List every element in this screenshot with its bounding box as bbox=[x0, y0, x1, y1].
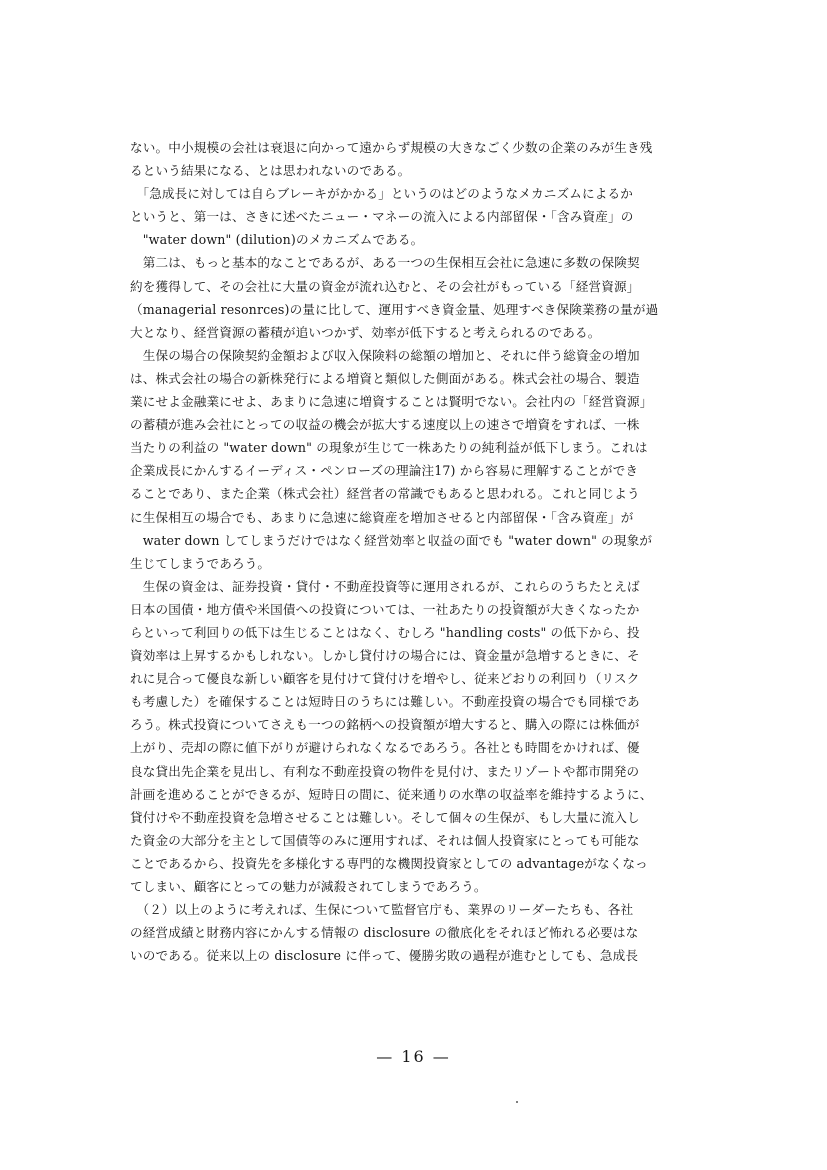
text-line: は、株式会社の場合の新株発行による増資と類似した側面がある。株式会社の場合、製造 bbox=[130, 370, 640, 386]
text-line: というと、第一は、さきに述べたニュー・マネーの流入による内部留保・「含み資産」の bbox=[130, 209, 634, 225]
text-line: （managerial resonrces)の量に比して、運用すべき資金量、処理すべき保険業務の量が過 bbox=[130, 301, 659, 317]
text-line: 上がり、売却の際に値下がりが避けられなくなるであろう。各社とも時間をかければ、優 bbox=[130, 740, 640, 756]
text-line: 良な貸出先企業を見出し、有利な不動産投資の物件を見付け、またリゾートや都市開発の bbox=[130, 763, 640, 779]
text-line: の経営成績と財務内容にかんする情報の disclosure の徹底化をそれほど怖れる必要はな bbox=[130, 925, 639, 941]
text-line: た資金の大部分を主として国債等のみに運用すれば、それは個人投資家にとっても可能な bbox=[130, 832, 640, 848]
text-line: も考慮した）を確保することは短時日のうちには難しい。不動産投資の場合でも同様であ bbox=[130, 694, 640, 710]
text-line: ない。中小規模の会社は衰退に向かって遠からず規模の大きなごく少数の企業のみが生き残 bbox=[130, 140, 653, 155]
text-line: ることであり、また企業（株式会社）経営者の常識でもあると思われる。これと同じよう bbox=[130, 486, 640, 502]
text-line: いのである。従来以上の disclosure に伴って、優勝劣敗の過程が進むとしても、急成長 bbox=[130, 948, 639, 964]
text-line: に生保相互の場合でも、あまりに急速に総資産を増加させると内部留保・「含み資産」が bbox=[130, 509, 634, 525]
text-line: 計画を進めることができるが、短時日の間に、従来通りの水準の収益率を維持するように、 bbox=[130, 786, 653, 802]
text-line: 約を獲得して、その会社に大量の資金が流れ込むと、その会社がもっている「経営資源」 bbox=[130, 278, 640, 294]
text-line: ろう。株式投資についてさえも一つの銘柄への投資額が増大すると、購入の際には株価が bbox=[130, 717, 640, 733]
text-line: 企業成長にかんするイーディス・ペンローズの理論注17) から容易に理解することができ bbox=[130, 463, 639, 479]
text-line: れに見合って優良な新しい顧客を見付けて貸付けを増やし、従来どおりの利回り（リスク bbox=[130, 671, 640, 687]
text-line: 資効率は上昇するかもしれない。しかし貸付けの場合には、資金量が急増するときに、そ bbox=[130, 648, 640, 664]
text-line: 生保の資金は、証券投資・貸付・不動産投資等に運用されるが、これらのうちたとえば bbox=[130, 578, 640, 594]
text-line: るという結果になる、とは思われないのである。 bbox=[130, 163, 411, 179]
text-line: （２）以上のように考えれば、生保について監督官庁も、業界のリーダーたちも、各社 bbox=[130, 902, 634, 918]
text-line: 日本の国債・地方債や米国債への投資については、一社あたりの投資額が大きくなったか bbox=[130, 601, 640, 617]
text-line: "water down" (dilution)のメカニズムである。 bbox=[130, 232, 424, 248]
text-line: 生じてしまうであろう。 bbox=[130, 555, 271, 571]
text-line: らといって利回りの低下は生じることはなく、むしろ "handling costs" の低下から、投 bbox=[130, 624, 640, 640]
scan-speck bbox=[513, 600, 515, 602]
text-line: water down してしまうだけではなく経営効率と収益の面でも "water down" の現象が bbox=[130, 532, 653, 548]
scan-speck bbox=[516, 1101, 518, 1103]
text-line: 当たりの利益の "water down" の現象が生じて一株あたりの純利益が低下しまう。これは bbox=[130, 440, 648, 456]
text-line: 業にせよ金融業にせよ、あまりに急速に増資することは賢明でない。会社内の「経営資源」 bbox=[130, 394, 653, 410]
text-line: てしまい、顧客にとっての魅力が減殺されてしまうであろう。 bbox=[130, 879, 487, 894]
text-line: 「急成長に対しては自らブレーキがかかる」というのはどのようなメカニズムによるか bbox=[130, 186, 633, 202]
text-line: 生保の場合の保険契約金額および収入保険料の総額の増加と、それに伴う総資金の増加 bbox=[130, 347, 640, 363]
text-line: ことであるから、投資先を多様化する専門的な機関投資家としての advantageがなくなっ bbox=[130, 855, 648, 871]
text-line: の蓄積が進み会社にとっての収益の機会が拡大する速度以上の速さで増資をすれば、一株 bbox=[130, 417, 640, 433]
text-line: 第二は、もっと基本的なことであるが、ある一つの生保相互会社に急速に多数の保険契 bbox=[130, 255, 640, 271]
body-text bbox=[130, 136, 670, 967]
page-number: — 16 — bbox=[376, 1047, 451, 1066]
text-line: 貸付けや不動産投資を急増させることは難しい。そして個々の生保が、もし大量に流入し bbox=[130, 809, 640, 825]
text-line: 大となり、経営資源の蓄積が追いつかず、効率が低下すると考えられるのである。 bbox=[130, 324, 601, 340]
